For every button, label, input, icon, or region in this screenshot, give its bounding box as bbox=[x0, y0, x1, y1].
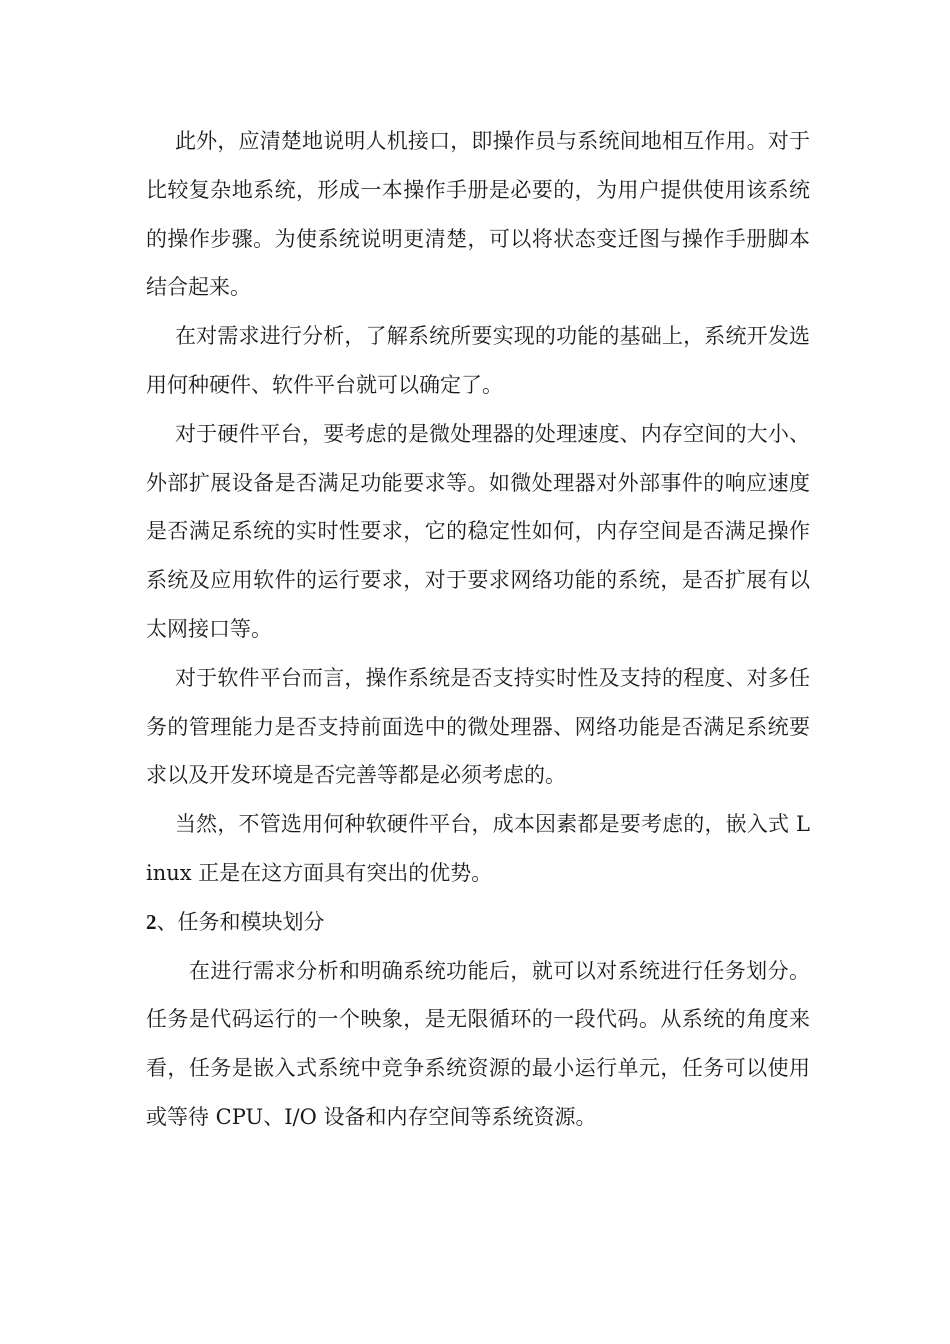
paragraph-hardware-platform: 对于硬件平台，要考虑的是微处理器的处理速度、内存空间的大小、外部扩展设备是否满足功能要求等。如微处理器对外部事件的响应速度是否满足系统的实时性要求，它的稳定性如何，内存空间是否满足操作系统及应用软件的运行要求，对于要求网络功能的系统，是否扩展有以太网接口等。 bbox=[146, 421, 810, 641]
paragraph-platform-selection: 在对需求进行分析，了解系统所要实现的功能的基础上，系统开发选用何种硬件、软件平台就可以确定了。 bbox=[146, 324, 810, 397]
paragraph-cost-factor: 当然，不管选用何种软硬件平台，成本因素都是要考虑的，嵌入式 Linux 正是在这方面具有突出的优势。 bbox=[146, 812, 810, 885]
document-body bbox=[146, 117, 810, 1142]
section-heading bbox=[146, 898, 810, 947]
paragraph-software-platform: 对于软件平台而言，操作系统是否支持实时性及支持的程度、对多任务的管理能力是否支持前面选中的微处理器、网络功能是否满足系统要求以及开发环境是否完善等都是必须考虑的。 bbox=[146, 665, 810, 788]
section-title: 、任务和模块划分 bbox=[156, 909, 325, 934]
section-number: 2 bbox=[146, 909, 157, 934]
paragraph-task-division: 在进行需求分析和明确系统功能后，就可以对系统进行任务划分。任务是代码运行的一个映象，是无限循环的一段代码。从系统的角度来看，任务是嵌入式系统中竞争系统资源的最小运行单元，任务可以使用或等待 CPU、I/O 设备和内存空间等系统资源。 bbox=[146, 958, 810, 1129]
paragraph-human-machine-interface: 此外，应清楚地说明人机接口，即操作员与系统间地相互作用。对于比较复杂地系统，形成一本操作手册是必要的，为用户提供使用该系统的操作步骤。为使系统说明更清楚，可以将状态变迁图与操作手册脚本结合起来。 bbox=[146, 129, 810, 300]
